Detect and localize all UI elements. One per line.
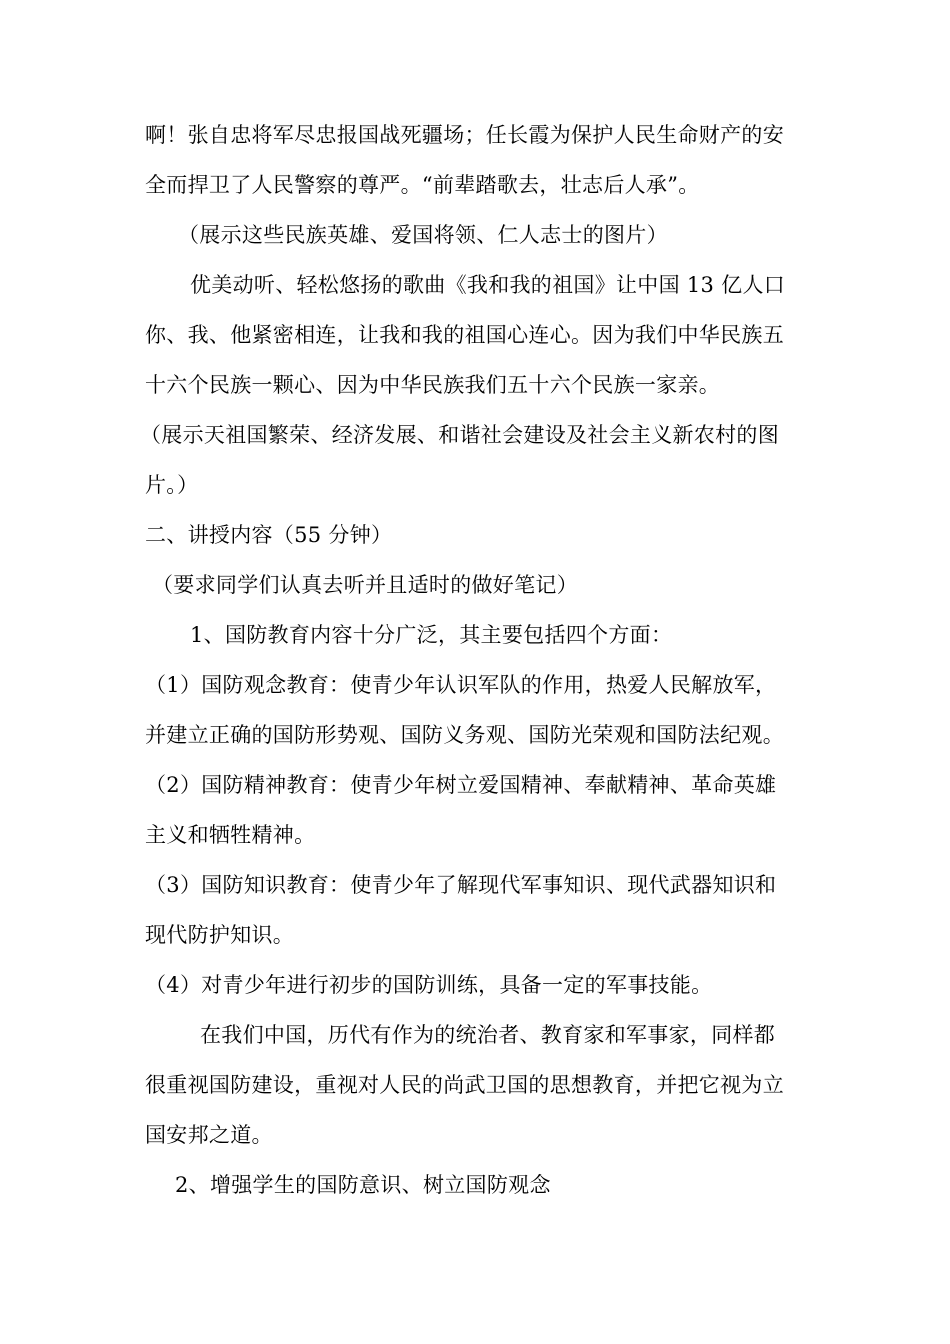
paragraph-line: 2、增强学生的国防意识、树立国防观念: [175, 1173, 551, 1197]
paragraph-line: （展示天祖国繁荣、经济发展、和谐社会建设及社会主义新农村的图: [140, 423, 779, 447]
list-item-line: 并建立正确的国防形势观、国防义务观、国防光荣观和国防法纪观。: [145, 723, 784, 747]
paragraph-line: 国安邦之道。: [145, 1123, 273, 1147]
paragraph-line: 十六个民族一颗心、因为中华民族我们五十六个民族一家亲。: [145, 373, 721, 397]
paragraph-line: 1、国防教育内容十分广泛，其主要包括四个方面：: [190, 623, 673, 647]
paragraph-line: （要求同学们认真去听并且适时的做好笔记）: [152, 573, 578, 597]
paragraph-line: （展示这些民族英雄、爱国将领、仁人志士的图片）: [178, 223, 668, 247]
list-item-line: （4）对青少年进行初步的国防训练，具备一定的军事技能。: [145, 973, 713, 997]
section-heading: 二、讲授内容（55 分钟）: [145, 523, 393, 547]
list-item-line: （1）国防观念教育：使青少年认识军队的作用，热爱人民解放军，: [145, 673, 777, 697]
paragraph-line: 你、我、他紧密相连，让我和我的祖国心连心。因为我们中华民族五: [145, 323, 784, 347]
list-item-line: 主义和牺牲精神。: [145, 823, 316, 847]
list-item-line: 现代防护知识。: [145, 923, 295, 947]
paragraph-line: 在我们中国，历代有作为的统治者、教育家和军事家，同样都: [200, 1023, 776, 1047]
paragraph-line: 啊！张自忠将军尽忠报国战死疆场；任长霞为保护人民生命财产的安: [145, 123, 784, 147]
paragraph-line: 优美动听、轻松悠扬的歌曲《我和我的祖国》让中国 13 亿人口: [190, 273, 786, 297]
paragraph-line: 全而捍卫了人民警察的尊严。“前辈踏歌去，壮志后人承”。: [145, 173, 700, 197]
paragraph-line: 片。）: [145, 473, 199, 497]
list-item-line: （2）国防精神教育：使青少年树立爱国精神、奉献精神、革命英雄: [145, 773, 777, 797]
list-item-line: （3）国防知识教育：使青少年了解现代军事知识、现代武器知识和: [145, 873, 777, 897]
paragraph-line: 很重视国防建设，重视对人民的尚武卫国的思想教育，并把它视为立: [145, 1073, 784, 1097]
